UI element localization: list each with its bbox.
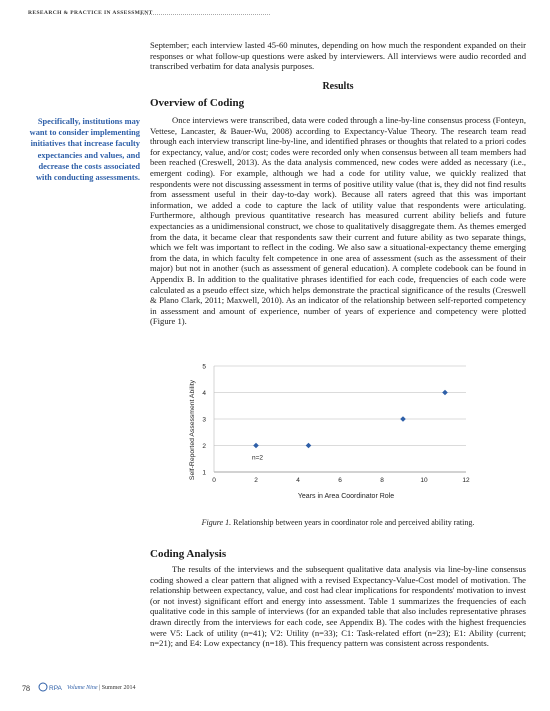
chart-grid [214, 366, 466, 446]
intro-text: September; each interview lasted 45-60 minutes, depending on how much the respondent expanded on their responses or what follow-up questions were asked by interviewers. All interviews were audio recorded and transcribed verbatim for data analysis purposes. [150, 40, 526, 72]
logo-text: RPA [49, 685, 62, 692]
y-tick-label: 2 [202, 443, 206, 450]
data-point [400, 416, 406, 422]
figure-caption [150, 518, 526, 527]
chart-annotation: n=2 [252, 454, 264, 462]
figure-1 [186, 358, 476, 506]
overview-heading: Overview of Coding [150, 97, 245, 109]
scatter-chart [186, 358, 476, 506]
data-point [442, 390, 448, 396]
page-number: 78 [22, 684, 30, 693]
data-point [253, 443, 259, 449]
x-axis-label: Years in Area Coordinator Role [297, 493, 395, 500]
results-heading: Results [322, 81, 354, 92]
y-tick-label: 3 [202, 416, 206, 424]
x-tick-label: 4 [296, 477, 300, 484]
coding-paragraph: The results of the interviews and the subsequent qualitative data analysis via line-by-line consensus coding showed a clear pattern that aligned with a revised Expectancy-Value-Cost model of motivation. The relationship between expectancy, value, and cost had clear implications for respondents' motivation to invest (or not invest) significant effort and energy into assessment. Table 1 summarizes the frequencies of each qualitative code in this sample of interviews (for an expanded table that also includes representative phrases drawn directly from the interviews for each code, see Appendix B). The codes with the highest frequencies were V5: Lack of utility (n=41); V2: Utility (n=33); C1: Task-related effort (n=23); E1: Ability (current; n=21); and E4: Low expectancy (n=18). This frequency pattern was consistent across respondents. [150, 564, 526, 649]
x-tick-label: 12 [462, 477, 470, 484]
y-tick-label: 5 [202, 363, 206, 371]
coding-heading: Coding Analysis [150, 548, 227, 560]
y-tick-label: 4 [202, 390, 206, 397]
chart-axes [202, 364, 470, 485]
x-tick-label: 2 [254, 477, 258, 484]
caption-label: Figure 1. [201, 518, 232, 527]
x-tick-label: 6 [338, 477, 342, 484]
y-axis-label: Self-Reported Assessment Ability [189, 379, 196, 481]
overview-paragraph: Once interviews were transcribed, data were coded through a line-by-line consensus process (Fonteyn, Vettese, Lancaster, & Bauer-Wu, 2008) according to Expectancy-Value Theory. The research team read through each interview transcript line-by-line, and identified phrases or thoughts that related to a priori codes for expectancy, value, and/or cost; codes were recorded only when consensus between all team members had been reached (Creswell, 2013). As the data analysis commenced, new codes were added as necessary (i.e., emergent coding). For example, although we had a code for utility value, we quickly realized that respondents were not discussing assessment in terms of positive utility value (that is, they did not find results from assessment useful in their day-to-day work). Because all raters agreed that this was important information, we added a code to capture the lack of utility value that respondents were articulating. Furthermore, although previous quantitative research has measured current ability beliefs and future expectancies as a unidimensional construct, we chose to qualitatively disaggregate them. As themes emerged from the data, it became clear that respondents saw their current and future ability as two separate things, which we felt was important to reflect in the coding. We also saw a situational-expectancy theme emerging from the data, in which faculty felt competence in one area of assessment (such as the assessment of their major) but not in another (such as assessment of general education). A complete codebook can be found in Appendix B. In addition to the qualitative phrases identified for each code, frequencies of each code were calculated as a pseudo effect size, which helps demonstrate the practical significance of the results (Creswell & Plano Clark, 2011; Maxwell, 2010). As an indicator of the relationship between self-reported competency in assessment and amount of experience, number of years of experience and competency were plotted (Figure 1). [150, 115, 526, 327]
x-tick-label: 10 [420, 477, 428, 484]
issue-label: | Summer 2014 [97, 685, 136, 691]
x-tick-label: 8 [380, 477, 384, 484]
x-tick-label: 0 [212, 477, 216, 484]
volume-label: Volume Nine [67, 685, 98, 691]
y-tick-label: 1 [202, 469, 206, 477]
running-head-rule [140, 14, 270, 15]
overview-section [150, 115, 526, 327]
data-point [306, 443, 312, 449]
caption-text: Relationship between years in coordinator role and perceived ability rating. [231, 518, 475, 527]
intro-paragraph [150, 40, 526, 72]
running-head: RESEARCH & PRACTICE IN ASSESSMENT [28, 10, 153, 16]
footer-volume [67, 685, 136, 691]
pull-quote: Specifically, institutions may want to consider implementing initiatives that increase faculty expectancies and values, and decrease the costs associated with conducting assessments. [29, 117, 140, 183]
coding-section [150, 564, 526, 649]
journal-logo [38, 679, 62, 695]
